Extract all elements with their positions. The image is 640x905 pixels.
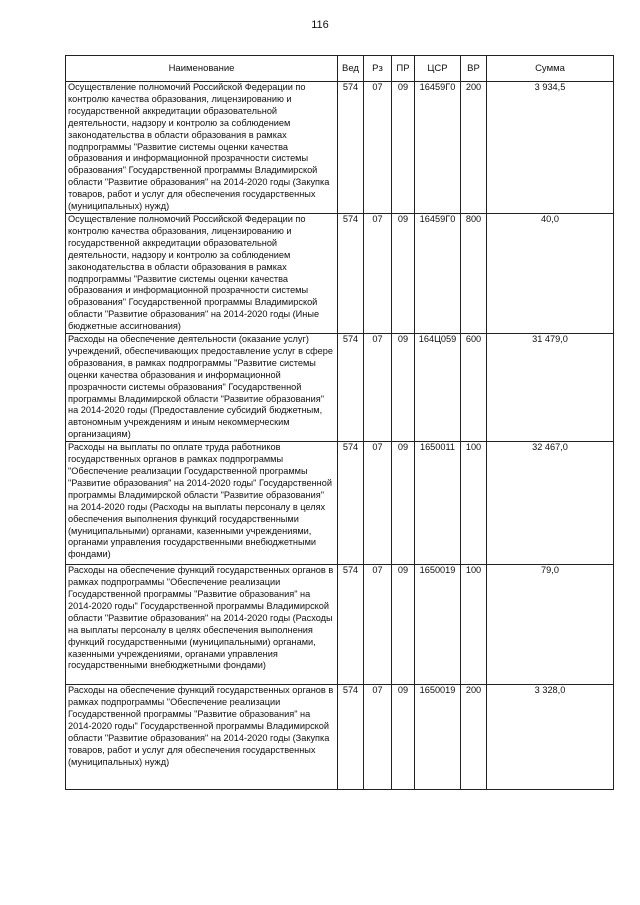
row-ved: 574 — [338, 685, 364, 790]
row-name: Осуществление полномочий Российской Федерации по контролю качества образования, лицензированию и государственной аккредитации образовательной деятельности, надзору и контролю за соблюдением законодательства в области образования в рамках подпрограммы "Развитие системы оценки качества образования и информационной прозрачности системы образования" Государственной программы Владимирской области "Развитие образования" на 2014-2020 годы (Закупка товаров, работ и услуг для обеспечения государственных (муниципальных) нужд) — [66, 82, 338, 214]
row-csr: 16459Г0 — [415, 213, 461, 333]
row-rz: 07 — [364, 565, 392, 685]
row-pr: 09 — [392, 565, 415, 685]
table-row — [66, 442, 614, 565]
table-header-row — [66, 56, 614, 82]
row-rz: 07 — [364, 213, 392, 333]
budget-table — [65, 55, 614, 790]
row-rz: 07 — [364, 442, 392, 565]
header-rz: Рз — [364, 56, 392, 82]
row-csr: 164Ц059 — [415, 334, 461, 442]
row-sum: 31 479,0 — [487, 334, 614, 442]
header-vr: ВР — [461, 56, 487, 82]
row-csr: 16459Г0 — [415, 82, 461, 214]
row-vr: 100 — [461, 442, 487, 565]
row-sum: 3 328,0 — [487, 685, 614, 790]
table-row — [66, 82, 614, 214]
row-pr: 09 — [392, 82, 415, 214]
row-sum: 32 467,0 — [487, 442, 614, 565]
header-csr: ЦСР — [415, 56, 461, 82]
row-vr: 600 — [461, 334, 487, 442]
table-row — [66, 685, 614, 790]
row-ved: 574 — [338, 82, 364, 214]
row-rz: 07 — [364, 82, 392, 214]
row-pr: 09 — [392, 334, 415, 442]
table-row — [66, 213, 614, 333]
row-rz: 07 — [364, 685, 392, 790]
row-csr: 1650019 — [415, 565, 461, 685]
table-row — [66, 334, 614, 442]
header-ved: Вед — [338, 56, 364, 82]
row-sum: 79,0 — [487, 565, 614, 685]
table-row — [66, 565, 614, 685]
header-name: Наименование — [66, 56, 338, 82]
row-csr: 1650011 — [415, 442, 461, 565]
row-name: Расходы на выплаты по оплате труда работников государственных органов в рамках подпрограммы "Обеспечение реализации Государственной программы "Развитие образования" на 2014-2020 годы" Государственной программы Владимирской области "Развитие образования" на 2014-2020 годы (Расходы на выплаты персоналу в целях обеспечения выполнения функций государственными (муниципальными) органами, казенными учреждениями, органами управления государственными внебюджетными фондами) — [66, 442, 338, 565]
row-name: Расходы на обеспечение функций государственных органов в рамках подпрограммы "Обеспечение реализации Государственной программы "Развитие образования" на 2014-2020 годы" Государственной программы Владимирской области "Развитие образования" на 2014-2020 годы (Закупка товаров, работ и услуг для обеспечения государственных (муниципальных) нужд) — [66, 685, 338, 790]
row-sum: 3 934,5 — [487, 82, 614, 214]
row-pr: 09 — [392, 213, 415, 333]
row-vr: 800 — [461, 213, 487, 333]
header-pr: ПР — [392, 56, 415, 82]
row-name: Расходы на обеспечение деятельности (оказание услуг) учреждений, обеспечивающих предоставление услуг в сфере образования, в рамках подпрограммы "Развитие системы оценки качества образования и информационной прозрачности системы образования" Государственной программы Владимирской области "Развитие образования" на 2014-2020 годы (Предоставление субсидий бюджетным, автономным учреждениям и иным некоммерческим организациям) — [66, 334, 338, 442]
row-ved: 574 — [338, 213, 364, 333]
row-name: Расходы на обеспечение функций государственных органов в рамках подпрограммы "Обеспечение реализации Государственной программы "Развитие образования" на 2014-2020 годы" Государственной программы Владимирской области "Развитие образования" на 2014-2020 годы (Расходы на выплаты персоналу в целях обеспечения выполнения функций государственными (муниципальными) органами, казенными учреждениями, органами управления государственными внебюджетными фондами) — [66, 565, 338, 685]
row-ved: 574 — [338, 442, 364, 565]
row-rz: 07 — [364, 334, 392, 442]
row-pr: 09 — [392, 442, 415, 565]
row-ved: 574 — [338, 565, 364, 685]
row-ved: 574 — [338, 334, 364, 442]
row-vr: 100 — [461, 565, 487, 685]
row-name: Осуществление полномочий Российской Федерации по контролю качества образования, лицензированию и государственной аккредитации образовательной деятельности, надзору и контролю за соблюдением законодательства в области образования в рамках подпрограммы "Развитие системы оценки качества образования и информационной прозрачности системы образования" Государственной программы Владимирской области "Развитие образования" на 2014-2020 годы (Иные бюджетные ассигнования) — [66, 213, 338, 333]
row-vr: 200 — [461, 82, 487, 214]
row-pr: 09 — [392, 685, 415, 790]
header-sum: Сумма — [487, 56, 614, 82]
row-csr: 1650019 — [415, 685, 461, 790]
row-vr: 200 — [461, 685, 487, 790]
row-sum: 40,0 — [487, 213, 614, 333]
page-number: 116 — [311, 19, 329, 31]
